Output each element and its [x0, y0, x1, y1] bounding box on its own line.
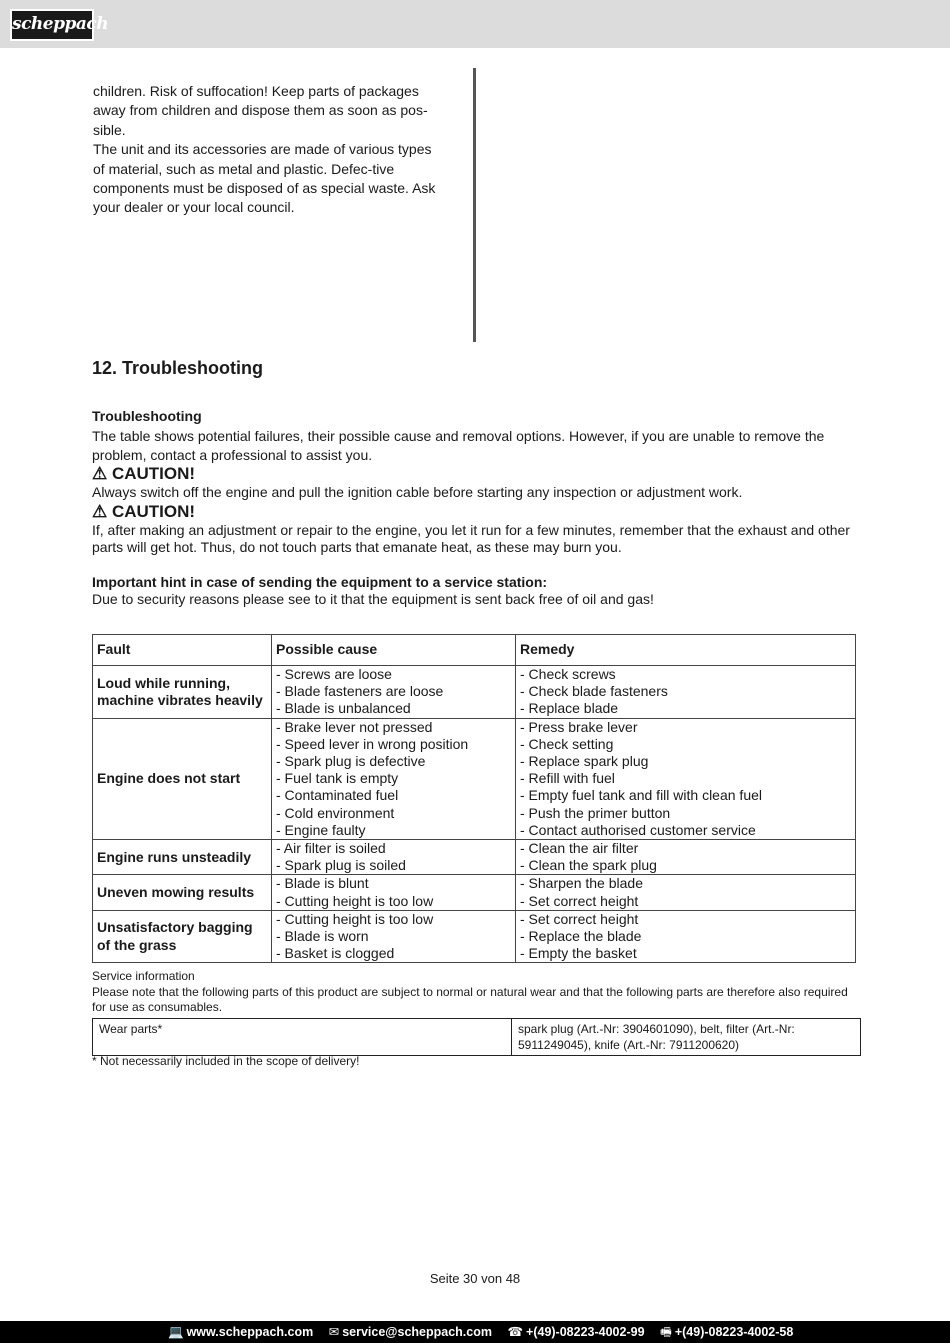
remedy-item: - Press brake lever	[520, 718, 638, 735]
remedy-item: - Clean the spark plug	[520, 857, 657, 874]
table-row	[93, 910, 856, 963]
remedy-item: - Replace blade	[520, 700, 619, 717]
table-row	[93, 840, 856, 875]
wear-value: spark plug (Art.-Nr: 3904601090), belt, filter (Art.-Nr: 5911249045), knife (Art.-Nr: 7911200620)	[512, 1019, 861, 1056]
troubleshooting-table	[92, 634, 856, 963]
header-fault: Fault	[93, 635, 272, 666]
remedy-cell	[516, 718, 856, 839]
intro-paragraph-1: children. Risk of suffocation! Keep parts of packages away from children and dispose them as soon as pos-sible.	[93, 83, 428, 138]
website-link[interactable]: www.scheppach.com	[186, 1325, 314, 1339]
header-cause: Possible cause	[272, 635, 516, 666]
cause-item: - Blade fasteners are loose	[276, 683, 444, 700]
remedy-item: - Check blade fasteners	[520, 683, 668, 700]
remedy-cell	[516, 840, 856, 875]
troubleshooting-intro	[92, 407, 862, 466]
service-information	[92, 969, 862, 1016]
cause-item: - Basket is clogged	[276, 945, 395, 962]
header-bar	[0, 0, 950, 48]
caution-1-title: ⚠ CAUTION!	[92, 464, 196, 483]
fax-icon: 🖷	[660, 1325, 672, 1339]
email-link[interactable]: service@scheppach.com	[342, 1325, 492, 1339]
caution-2-title: ⚠ CAUTION!	[92, 502, 196, 521]
cause-item: - Spark plug is soiled	[276, 857, 406, 874]
remedy-item: - Contact authorised customer service	[520, 821, 756, 838]
wear-parts-table	[92, 1018, 861, 1056]
remedy-item: - Sharpen the blade	[520, 875, 643, 892]
table-header-row	[93, 635, 856, 666]
wear-label: Wear parts*	[93, 1019, 512, 1056]
hint-text: Due to security reasons please see to it that the equipment is sent back free of oil and gas!	[92, 591, 654, 607]
table-row	[93, 718, 856, 839]
column-divider	[473, 68, 476, 342]
remedy-cell	[516, 875, 856, 910]
cause-cell	[272, 910, 516, 963]
subtitle: Troubleshooting	[92, 408, 202, 424]
cause-item: - Blade is unbalanced	[276, 700, 411, 717]
fault-cell: Engine does not start	[93, 718, 272, 839]
service-text: Please note that the following parts of this product are subject to normal or natural wear and that the following parts are therefore also required for use as consumables.	[92, 984, 848, 1014]
caution-2	[92, 502, 862, 556]
cause-item: - Spark plug is defective	[276, 753, 426, 770]
caution-2-text: If, after making an adjustment or repair to the engine, you let it run for a few minutes, remember that the exhaust and other parts will get hot. Thus, do not touch parts that emanate heat, as these may burn you.	[92, 522, 850, 555]
table-row	[93, 1019, 861, 1056]
cause-item: - Speed lever in wrong position	[276, 735, 469, 752]
cause-item: - Screws are loose	[276, 666, 392, 682]
phone-number: +(49)-08223-4002-99	[526, 1325, 645, 1339]
mail-icon: ✉	[328, 1325, 340, 1339]
intro-paragraph: The table shows potential failures, their possible cause and removal options. However, if you are unable to remove the problem, contact a professional to assist you.	[92, 427, 825, 463]
table-row	[93, 666, 856, 719]
cause-item: - Cold environment	[276, 804, 395, 821]
footer-contacts	[168, 1321, 805, 1343]
remedy-item: - Refill with fuel	[520, 770, 615, 787]
service-title: Service information	[92, 969, 195, 983]
cause-item: - Brake lever not pressed	[276, 718, 433, 735]
fault-cell: Engine runs unsteadily	[93, 840, 272, 875]
scheppach-logo: scheppach	[10, 9, 94, 41]
cause-item: - Engine faulty	[276, 821, 366, 838]
cause-cell	[272, 875, 516, 910]
cause-item: - Contaminated fuel	[276, 787, 399, 804]
intro-text-block	[93, 82, 443, 218]
remedy-item: - Clean the air filter	[520, 840, 639, 857]
hint-title: Important hint in case of sending the equipment to a service station:	[92, 574, 548, 590]
cause-cell	[272, 840, 516, 875]
footer-bar	[0, 1321, 950, 1343]
section-title: 12. Troubleshooting	[92, 358, 264, 378]
phone-icon: ☎	[507, 1325, 524, 1339]
caution-1	[92, 464, 862, 501]
cause-item: - Blade is worn	[276, 928, 369, 945]
table-row	[93, 875, 856, 910]
fault-cell: Loud while running, machine vibrates heavily	[93, 666, 272, 719]
remedy-cell	[516, 666, 856, 719]
header-remedy: Remedy	[516, 635, 856, 666]
page-number: Seite 30 von 48	[429, 1271, 521, 1286]
fax-number: +(49)-08223-4002-58	[674, 1325, 794, 1339]
remedy-item: - Set correct height	[520, 892, 639, 909]
intro-paragraph-2: The unit and its accessories are made of various types of material, such as metal and plastic. Defec-tive components must be disposed of as special waste. Ask your dealer or your local council.	[93, 141, 436, 216]
cause-item: - Cutting height is too low	[276, 892, 434, 909]
remedy-item: - Set correct height	[520, 910, 639, 927]
remedy-item: - Push the primer button	[520, 804, 671, 821]
cause-item: - Cutting height is too low	[276, 910, 434, 927]
caution-1-text: Always switch off the engine and pull the ignition cable before starting any inspection or adjustment work.	[92, 484, 743, 500]
cause-cell	[272, 666, 516, 719]
cause-cell	[272, 718, 516, 839]
footnote: * Not necessarily included in the scope of delivery!	[92, 1054, 360, 1068]
cause-item: - Air filter is soiled	[276, 840, 386, 857]
fault-cell: Unsatisfactory bagging of the grass	[93, 910, 272, 963]
computer-icon: 💻	[168, 1325, 184, 1339]
remedy-item: - Check setting	[520, 735, 614, 752]
cause-item: - Blade is blunt	[276, 875, 369, 892]
remedy-item: - Check screws	[520, 666, 616, 682]
remedy-cell	[516, 910, 856, 963]
remedy-item: - Replace spark plug	[520, 753, 649, 770]
fault-cell: Uneven mowing results	[93, 875, 272, 910]
service-hint	[92, 574, 862, 608]
remedy-item: - Empty the basket	[520, 945, 637, 962]
cause-item: - Fuel tank is empty	[276, 770, 399, 787]
remedy-item: - Replace the blade	[520, 928, 642, 945]
remedy-item: - Empty fuel tank and fill with clean fuel	[520, 787, 763, 804]
